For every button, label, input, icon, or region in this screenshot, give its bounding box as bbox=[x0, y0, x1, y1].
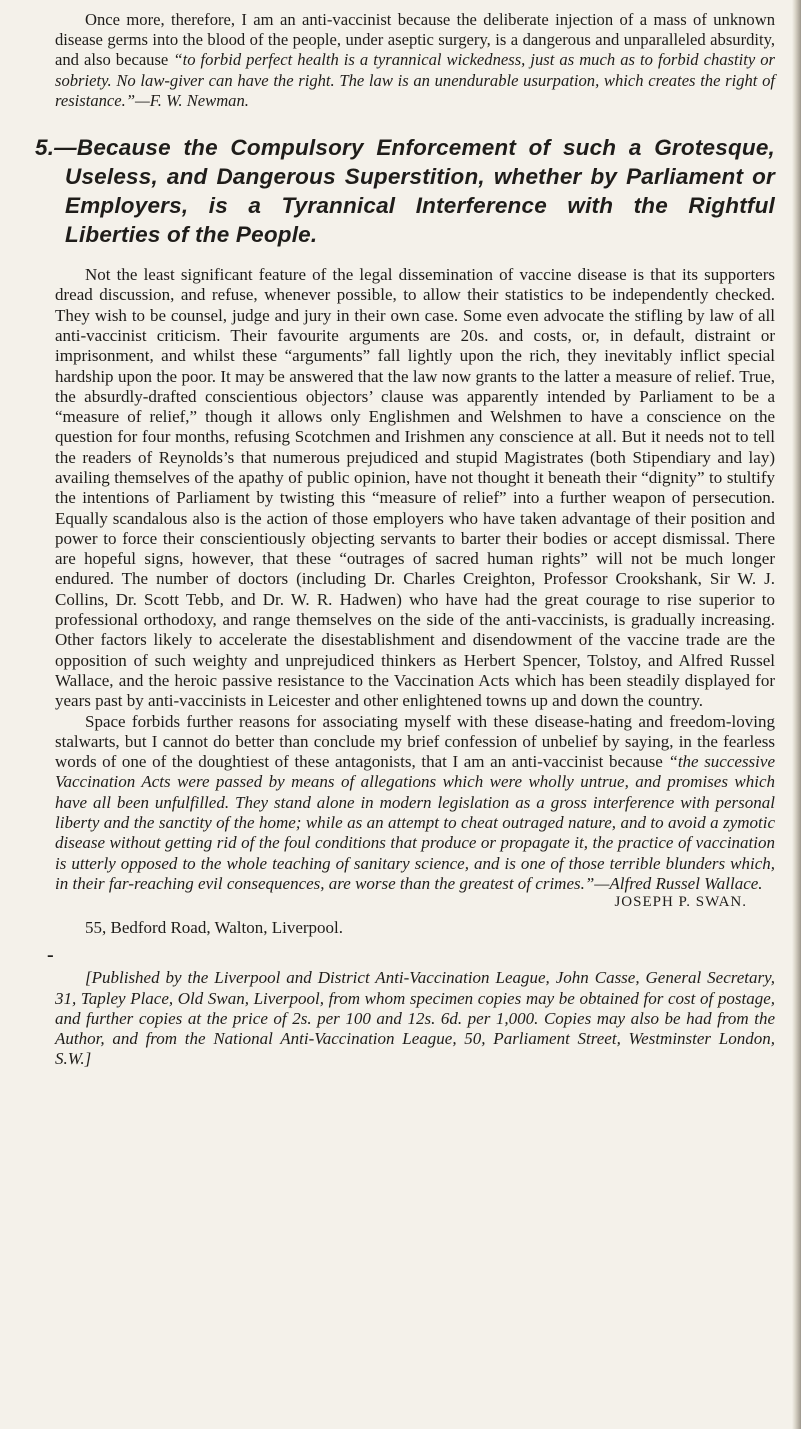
separator-mark: - bbox=[47, 944, 54, 967]
publisher-note: [Published by the Liverpool and District Anti-Vaccination League, John Casse, General Secretary, 31, Tapley Place, Old Swan, Liverpool, from whom specimen copies may be obtained for cost of postage, and further copies at the price of 2s. per 100 and 12s. 6d. per 1,000. Copies may also be had from the Author, and from the National Anti-Vaccination League, 50, Parliament Street, Westminster London, S.W.] bbox=[55, 968, 775, 1069]
page-edge-shadow bbox=[792, 0, 801, 1429]
wallace-quote: “the successive Vaccination Acts were passed by means of allegations which were wholly untrue, and promises which have all been unfulfilled. They stand alone in modern legislation as a gross interference with personal liberty and the sanctity of the home; while as an attempt to cheat outraged nature, and to avoid a zymotic disease without getting rid of the foul conditions that produce or propagate it, the practice of vaccination is utterly opposed to the whole teaching of sanitary science, and is one of those terrible blunders which, in their far-reaching evil consequences, are worse than the greatest of crimes.”—Alfred Russel Wallace. bbox=[55, 752, 775, 893]
conclusion-text: Space forbids further reasons for associating myself with these disease-hating and freedom-loving stalwarts, but I cannot do better than conclude my brief confession of unbelief by saying, in the fearless words of one of the doughtiest of these antagonists, that I am an anti-vaccinist because bbox=[55, 711, 775, 772]
author-address: 55, Bedford Road, Walton, Liverpool. bbox=[85, 918, 343, 938]
author-signature: JOSEPH P. SWAN. bbox=[614, 894, 747, 911]
newman-attribution: —F. W. Newman. bbox=[135, 90, 249, 110]
section-heading: 5.—Because the Compulsory Enforcement of such a Grotesque, Useless, and Dangerous Superstition, whether by Parliament or Employers, is a Tyrannical Interference with the Rightful Liberties of the People. bbox=[35, 135, 775, 248]
intro-text: Once more, therefore, I am an anti-vaccinist because the deliberate injection of a mass of unknown disease germs into the blood of the people, under aseptic surgery, is a dangerous and unparalleled absurdity, and also because bbox=[55, 10, 775, 70]
newman-quote: “to forbid perfect health is a tyrannical wickedness, just as much as to forbid chastity or sobriety. No law-giver can have the right. The law is an unendurable usurpation, which creates the right of resistance.” bbox=[55, 50, 775, 110]
paragraph-compulsory-enforcement: Not the least significant feature of the legal dissemination of vaccine disease is that its supporters dread discussion, and refuse, whenever possible, to allow their statistics to be independently checked. They wish to be counsel, judge and jury in their own case. Some even advocate the stifling by law of all anti-vaccinist criticism. Their favourite arguments are 20s. and costs, or, in default, distraint or imprisonment, and whilst these “arguments” fall lightly upon the rich, they inevitably inflict special hardship upon the poor. It may be answered that the law now grants to the latter a measure of relief. True, the absurdly-drafted conscientious objectors’ clause was apparently intended by Parliament to be a “measure of relief,” though it allows only Englishmen and Welshmen to have a conscience on the question for four months, refusing Scotchmen and Irishmen any conscience at all. But it needs not to tell the readers of Reynolds’s that numerous prejudiced and stupid Magistrates (both Stipendiary and lay) availing themselves of the apathy of public opinion, have not thought it beneath their “dignity” to stultify the intentions of Parliament by twisting this “measure of relief” into a further weapon of persecution. Equally scandalous also is the action of those employers who have taken advantage of their position and power to force their conscientiously objecting servants to barter their bodies or accept dismissal. There are hopeful signs, however, that these “outrages of sacred human rights” will not be much longer endured. The number of doctors (including Dr. Charles Creighton, Professor Crookshank, Sir W. J. Collins, Dr. Scott Tebb, and Dr. W. R. Hadwen) who have had the great courage to rise superior to professional orthodoxy, and range themselves on the side of the anti-vaccinists, is gradually increasing. Other factors likely to accelerate the disestablishment and disendowment of the vaccine trade are the opposition of such weighty and unprejudiced thinkers as Herbert Spencer, Tolstoy, and Alfred Russel Wallace, and the heroic passive resistance to the Vaccination Acts which has been steadily displayed for years past by anti-vaccinists in Leicester and other enlightened towns up and down the country. bbox=[55, 265, 775, 711]
signature-row bbox=[55, 894, 775, 917]
paragraph-conclusion bbox=[55, 712, 775, 895]
intro-paragraph bbox=[55, 10, 775, 111]
text-column bbox=[35, 10, 775, 1070]
